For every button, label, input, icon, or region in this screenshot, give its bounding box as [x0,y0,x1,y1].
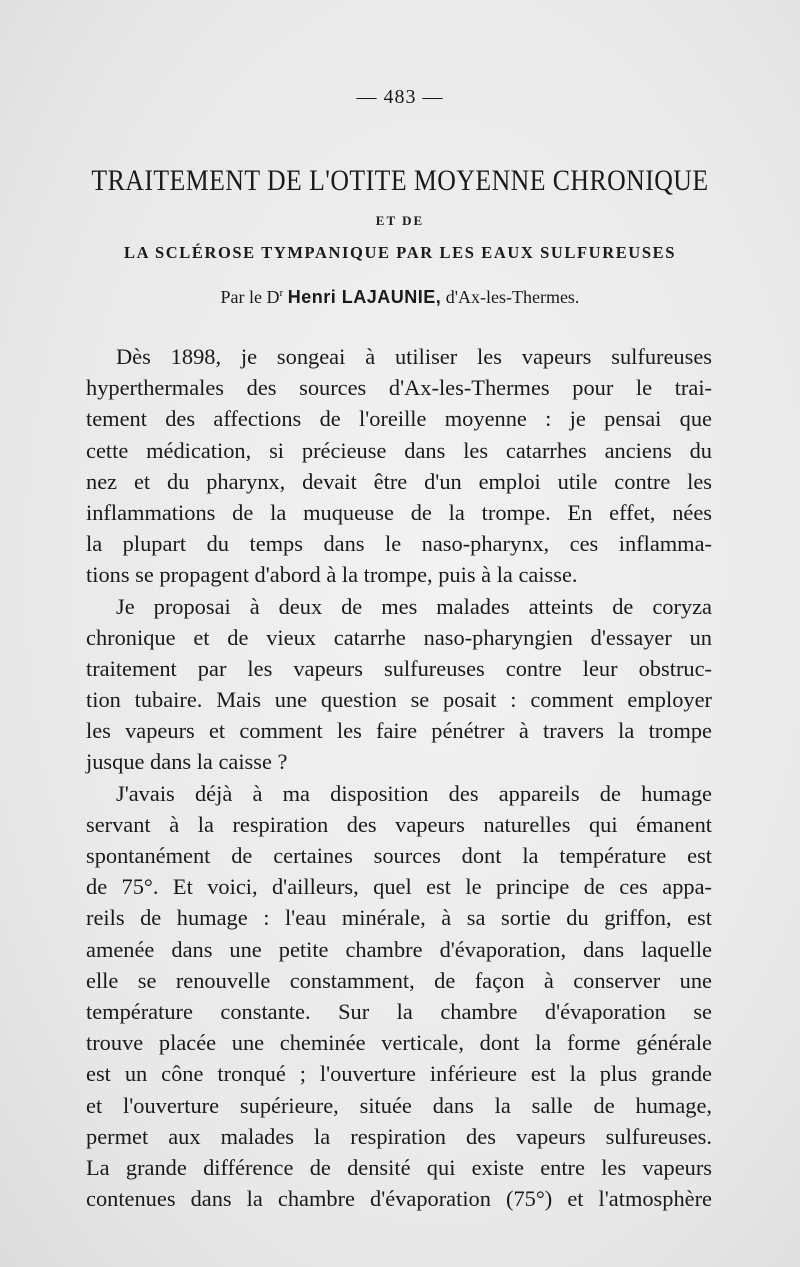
text-line: tions se propagent d'abord à la trompe, puis à la caisse. [86,562,578,588]
text-line: cette médication, si précieuse dans les catarrhes anciens du [86,437,712,463]
text-line: La grande différence de densité qui existe entre les vapeurs [86,1154,712,1180]
text-line: nez et du pharynx, devait être d'un emploi utile contre les [86,468,712,494]
text-line: est un cône tronqué ; l'ouverture inférieure est la plus grande [86,1061,712,1087]
text-line: elle se renouvelle constamment, de façon à conserver une [86,967,712,993]
text-line: amenée dans une petite chambre d'évaporation, dans laquelle [86,936,712,962]
text-line: spontanément de certaines sources dont la température est [86,843,712,868]
text-line: traitement par les vapeurs sulfureuses contre leur obstruc- [86,655,712,681]
byline-prefix-sup: r [279,287,284,299]
text-line: température constante. Sur la chambre d'évaporation se [86,998,712,1024]
byline-location: d'Ax-les-Thermes. [445,287,580,307]
title-conjunction: ET DE [375,213,425,228]
text-line: J'avais déjà à ma disposition des appareils de humage [116,780,712,806]
text-line: tion tubaire. Mais une question se posait : comment employer [86,687,712,713]
text-line: et l'ouverture supérieure, située dans la salle de humage, [86,1092,712,1118]
text-line: servant à la respiration des vapeurs naturelles qui émanent [86,811,712,837]
article-subtitle: LA SCLÉROSE TYMPANIQUE PAR LES EAUX SULFUREUSES [124,243,676,262]
text-line: chronique et de vieux catarrhe naso-pharyngien d'essayer un [86,624,712,650]
text-line: tement des affections de l'oreille moyenne : je pensai que [86,406,712,432]
body-text [86,341,712,1214]
text-line: contenues dans la chambre d'évaporation (75°) et l'atmosphère [86,1186,712,1212]
byline-prefix: Par le D [220,287,280,307]
page-number: — 483 — [356,86,444,108]
text-line: inflammations de la muqueuse de la trompe. En effet, nées [86,499,712,525]
text-line: Dès 1898, je songeai à utiliser les vapeurs sulfureuses [116,344,712,369]
text-line: hyperthermales des sources d'Ax-les-Thermes pour le trai- [86,375,712,401]
text-line: permet aux malades la respiration des vapeurs sulfureuses. [86,1123,712,1149]
text-line: Je proposai à deux de mes malades atteints de coryza [116,593,712,619]
text-line: reils de humage : l'eau minérale, à sa sortie du griffon, est [86,905,712,931]
text-line: les vapeurs et comment les faire pénétrer à travers la trompe [86,718,712,744]
text-line: jusque dans la caisse ? [86,749,288,775]
text-line: de 75°. Et voici, d'ailleurs, quel est le principe de ces appa- [86,874,712,900]
byline [0,287,800,308]
text-line: la plupart du temps dans le naso-pharynx, ces inflamma- [86,531,712,557]
author-name: Henri LAJAUNIE, [287,287,442,307]
text-line: trouve placée une cheminée verticale, dont la forme générale [86,1030,712,1056]
article-title: TRAITEMENT DE L'OTITE MOYENNE CHRONIQUE [91,164,709,197]
